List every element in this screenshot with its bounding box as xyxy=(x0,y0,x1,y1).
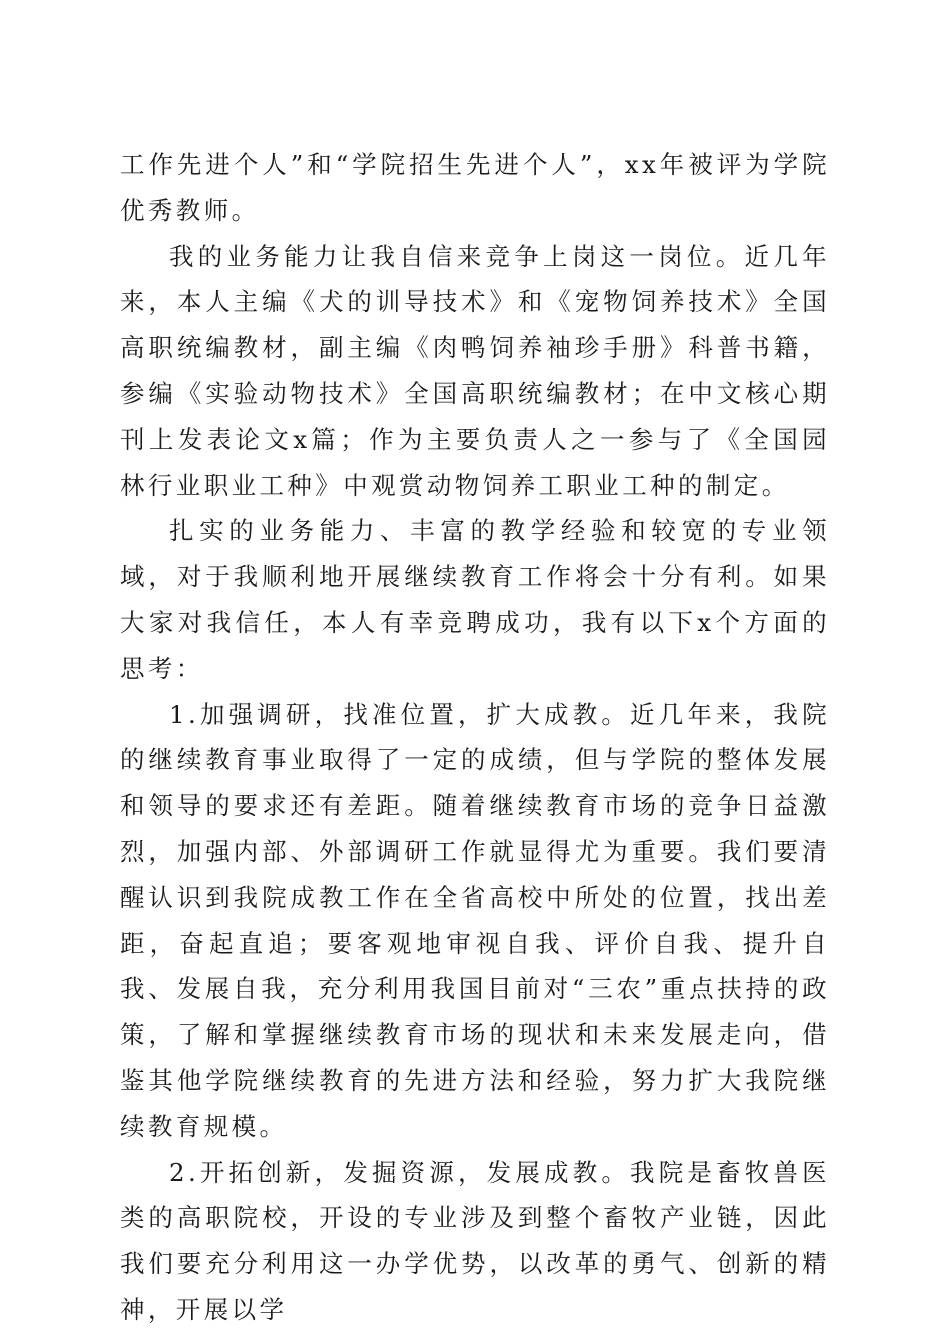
paragraph-5: 2.开拓创新，发掘资源，发展成教。我院是畜牧兽医类的高职院校，开设的专业涉及到整个畜牧产业链，因此我们要充分利用这一办学优势，以改革的勇气、创新的精神，开展以学 xyxy=(120,1157,830,1324)
paragraph-1: 工作先进个人”和“学院招生先进个人”，xx年被评为学院优秀教师。 xyxy=(120,150,830,225)
paragraph-2: 我的业务能力让我自信来竞争上岗这一岗位。近几年来，本人主编《犬的训导技术》和《宠物饲养技术》全国高职统编教材，副主编《肉鸭饲养袖珍手册》科普书籍，参编《实验动物技术》全国高职统编教材；在中文核心期刊上发表论文x篇；作为主要负责人之一参与了《全国园林行业职业工种》中观赏动物饲养工职业工种的制定。 xyxy=(120,241,830,500)
document-body xyxy=(120,142,830,1333)
paragraph-3: 扎实的业务能力、丰富的教学经验和较宽的专业领域，对于我顺利地开展继续教育工作将会十分有利。如果大家对我信任，本人有幸竞聘成功，我有以下x个方面的思考： xyxy=(120,516,830,683)
paragraph-4: 1.加强调研，找准位置，扩大成教。近几年来，我院的继续教育事业取得了一定的成绩，但与学院的整体发展和领导的要求还有差距。随着继续教育市场的竞争日益激烈，加强内部、外部调研工作就显得尤为重要。我们要清醒认识到我院成教工作在全省高校中所处的位置，找出差距，奋起直追；要客观地审视自我、评价自我、提升自我、发展自我，充分利用我国目前对“三农”重点扶持的政策，了解和掌握继续教育市场的现状和未来发展走向，借鉴其他学院继续教育的先进方法和经验，努力扩大我院继续教育规模。 xyxy=(120,699,830,1141)
